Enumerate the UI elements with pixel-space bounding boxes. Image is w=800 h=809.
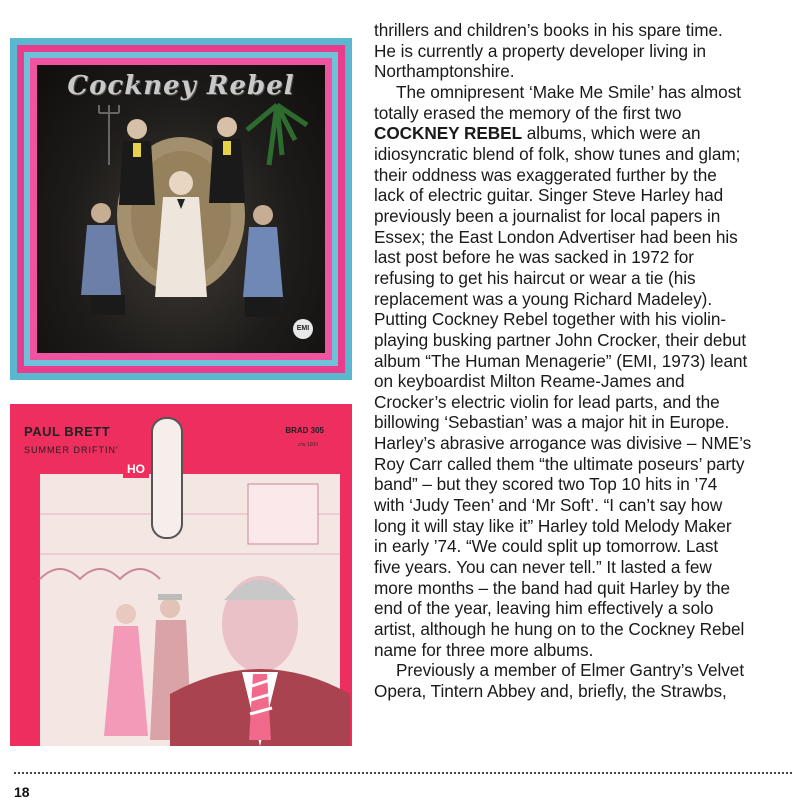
album-title: SUMMER DRIFTIN' — [24, 445, 119, 455]
emi-label-logo: EMI — [293, 319, 313, 339]
band-illustration — [37, 65, 325, 353]
article-body — [374, 20, 798, 702]
paragraph-2 — [374, 82, 798, 660]
paragraph-2-intro: The omnipresent ‘Make Me Smile’ has almost totally erased the memory of the first two — [374, 81, 741, 123]
paragraph-1: thrillers and children’s books in his spare time. He is currently a property developer living in Northamptonshire. — [374, 20, 723, 82]
paul-brett-album-cover — [10, 404, 352, 746]
footer-dotted-rule — [14, 772, 792, 774]
catalog-number: BRAD 305 — [285, 426, 324, 435]
page-number: 18 — [14, 784, 30, 800]
cockney-rebel-album-cover — [10, 38, 352, 380]
catalog-small-print: c/w 1000 — [297, 442, 318, 448]
paragraph-3: Previously a member of Elmer Gantry’s Velvet Opera, Tintern Abbey and, briefly, the Strawbs, — [374, 660, 745, 701]
band-photo — [37, 65, 325, 353]
paragraph-2-body: albums, which were an idiosyncratic blend of folk, show tunes and glam; their oddness was exaggerated further by the lack of electric guitar. Singer Steve Harley had previously been a journalist for local papers in Essex; the East London Advertiser had been his last post before he was sacked in 1972 for refusing to get his haircut or wear a tie (his replacement was a young Richard Madeley). Putting Cockney Rebel together with his violin- playing busking partner John Crocker, their debut album “The Human Menagerie” (EMI, 1973) leant on keyboardist Milton Reame-James and Crocker’s electric violin for lead parts, and the billowing ‘Sebastian’ was a major hit in Europe. Harley’s abrasive arrogance was divisive – NME’s Roy Carr called them “the ultimate poseurs’ party band” – but they scored two Top 10 hits in ’74 with ‘Judy Teen’ and ‘Mr Soft’. “I can’t say how long it will stay like it” Harley told Melody Maker in early ’74. “We could split up tomorrow. Last five years. You can never tell.” It lasted a few more months – the band had quit Harley by the end of the year, leaving him effectively a solo artist, although he hung on to the Cockney Rebel name for three more albums. — [374, 123, 752, 660]
album-artist: PAUL BRETT — [24, 424, 111, 439]
cockney-rebel-logo: Cockney Rebel — [67, 71, 295, 101]
illustration — [10, 404, 352, 746]
ho-sign: HO — [123, 460, 149, 478]
band-name-highlight: COCKNEY REBEL — [374, 123, 523, 144]
